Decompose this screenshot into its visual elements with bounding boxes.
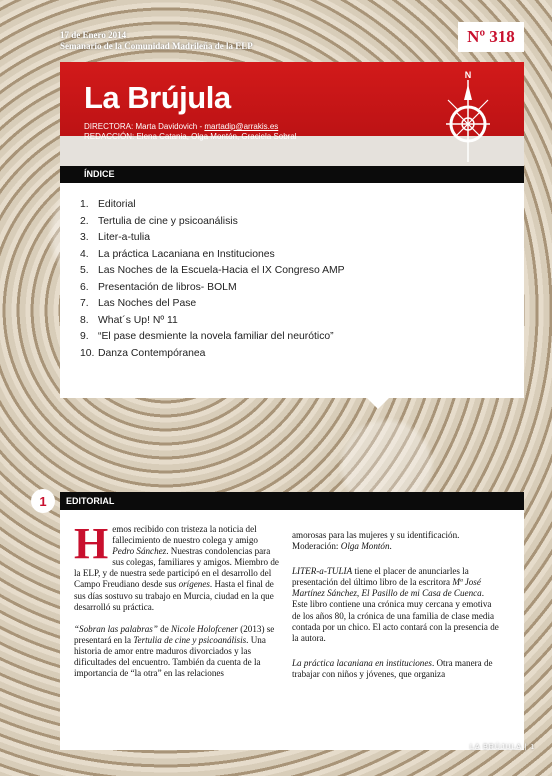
paragraph: “Sobran las palabras” de Nicole Holofcener (2013) se presentará en la Tertulia de cine y psicoanálisis. Una historia de amor entre maduros divorciados y las dificultades del encuentro. También da cuenta de la importancia de “la otra” en las relaciones	[74, 623, 275, 679]
redaccion-label: REDACCIÓN:	[84, 132, 135, 141]
index-item[interactable]: 2. Tertulia de cine y psicoanálisis	[80, 215, 238, 227]
paragraph: LITER-a-TULIA tiene el placer de anunciarles la presentación del último libro de la escritora Mª José Martínez Sánchez, El Pasillo de mi Casa de Cuenca. Este libro contiene una crónica muy cercana y emotiva de los años 80, la crónica de una familia de clase media contada por un chico. El acto contará con la presencia de la autora.	[292, 566, 499, 643]
director-label: DIRECTORA:	[84, 122, 134, 131]
credits	[84, 122, 297, 142]
compass-north-letter: N	[464, 70, 472, 80]
index-list	[80, 197, 345, 362]
index-item[interactable]: 7. Las Noches del Pase	[80, 298, 197, 309]
index-item[interactable]: 5. Las Noches de la Escuela-Hacia el IX Congreso AMP	[80, 265, 345, 276]
column-right	[292, 530, 500, 691]
redaccion-line	[84, 132, 297, 142]
topline	[60, 30, 253, 52]
column-left	[74, 519, 282, 690]
index-item[interactable]: 6. Presentación de libros- BOLM	[80, 281, 237, 293]
publication-subtitle: Semanario de la Comunidad Madrileña de la ELP	[60, 41, 253, 51]
section-heading: EDITORIAL	[60, 492, 524, 510]
editorial-content	[60, 510, 524, 750]
paragraph: La práctica lacaniana en instituciones. Otra manera de trabajar con niños y jóvenes, que organiza	[292, 657, 493, 679]
index-item[interactable]: 3. Liter-a-tulia	[80, 232, 150, 243]
page-footer: LA BRÚJULA | 1	[470, 744, 536, 751]
director-email-link[interactable]: martadip@arrakis.es	[204, 122, 279, 131]
drop-cap: H	[74, 519, 109, 568]
section-number-badge: 1	[31, 489, 55, 513]
index-pointer	[366, 397, 390, 409]
index-item[interactable]: 10. Danza Contempóranea	[80, 347, 206, 359]
compass-icon	[440, 70, 496, 166]
paragraph: Hemos recibido con tristeza la noticia del fallecimiento de nuestro colega y amigo Pedro Sánchez. Nuestras condolencias para sus colegas, familiares y amigos. Miembro de la ELP, y de nuestra sede participó en el desarrollo del Campo Freudiano desde sus orígenes. Hasta el final de sus días sostuvo su trabajo en Murcia, ciudad en la que desarrolló su práctica.	[74, 519, 279, 612]
index-item[interactable]: 4. La práctica Lacaniana en Instituciones	[80, 248, 275, 260]
director-line	[84, 122, 297, 132]
paragraph: amorosas para las mujeres y su identificación. Moderación: Olga Montón.	[292, 530, 460, 552]
index-heading: ÍNDICE	[60, 166, 524, 183]
director-name: Marta Davidovich -	[135, 122, 203, 131]
index-item[interactable]: 9. “El pase desmiente la novela familiar del neurótico”	[80, 331, 334, 342]
index-item[interactable]: 1. Editorial	[80, 199, 136, 210]
issue-date: 17 de Enero 2014	[60, 30, 127, 40]
index-item[interactable]: 8. What´s Up! Nº 11	[80, 314, 178, 326]
magazine-title: La Brújula	[84, 80, 231, 115]
redaccion-names: Elena Catania, Olga Montón, Graciela Sobral	[136, 132, 297, 141]
issue-number: Nº 318	[458, 22, 524, 52]
